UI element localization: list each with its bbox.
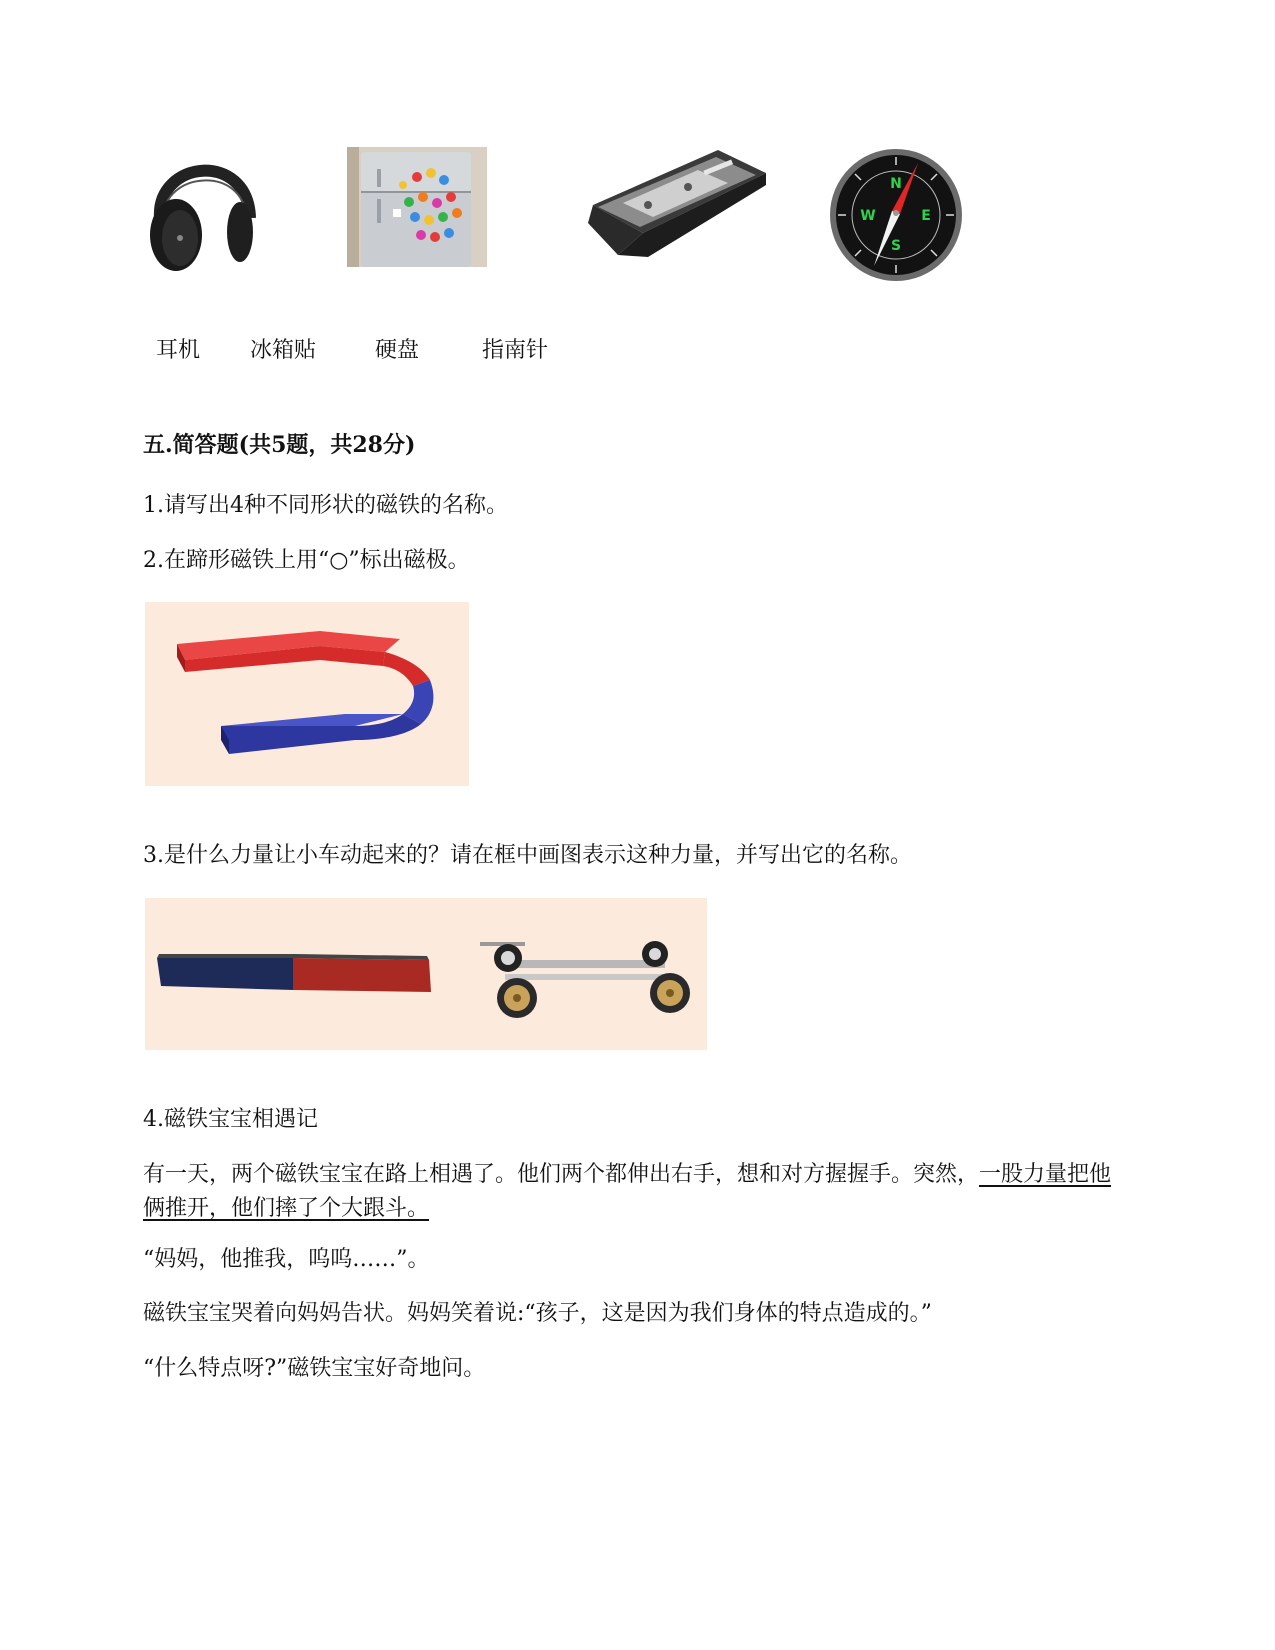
story-paragraph-1	[143, 1158, 1128, 1226]
story-paragraph-1-underlined: 一股力量把他俩推开，他们摔了个大跟斗。	[143, 1162, 1112, 1221]
fridge-magnets-image	[347, 147, 487, 267]
label-fridge-magnet: 冰箱贴	[250, 338, 317, 363]
compass-south-label: S	[890, 238, 902, 254]
label-compass: 指南针	[482, 338, 549, 363]
story-paragraph-3: 磁铁宝宝哭着向妈妈告状。妈妈笑着说:“孩子，这是因为我们身体的特点造成的。”	[143, 1301, 932, 1326]
bar-magnet-red-half	[293, 958, 431, 992]
compass-north-label: N	[890, 176, 902, 192]
question-2: 2.在蹄形磁铁上用“○”标出磁极。	[143, 548, 470, 573]
story-paragraph-4: “什么特点呀?”磁铁宝宝好奇地问。	[143, 1356, 486, 1381]
hard-disk-image	[588, 145, 768, 263]
compass-west-label: W	[860, 208, 876, 224]
section-heading: 五.简答题(共5题，共28分)	[143, 432, 416, 458]
label-headphones: 耳机	[156, 338, 201, 363]
compass-east-label: E	[921, 208, 931, 224]
horseshoe-magnet-image	[145, 602, 469, 786]
story-paragraph-2: “妈妈，他推我，呜呜……”。	[143, 1247, 430, 1272]
bar-magnet-blue-half	[157, 958, 293, 990]
question-3: 3.是什么力量让小车动起来的？请在框中画图表示这种力量，并写出它的名称。	[143, 843, 912, 868]
headphones-image	[148, 140, 258, 275]
toy-car	[480, 941, 690, 1018]
compass-image	[828, 148, 964, 283]
question-4-title: 4.磁铁宝宝相遇记	[143, 1107, 318, 1132]
label-hard-disk: 硬盘	[375, 338, 420, 363]
story-paragraph-1-text: 有一天，两个磁铁宝宝在路上相遇了。他们两个都伸出右手，想和对方握握手。突然，	[143, 1162, 980, 1187]
question-1: 1.请写出4种不同形状的磁铁的名称。	[143, 493, 508, 518]
bar-magnet-car-image	[145, 898, 707, 1050]
